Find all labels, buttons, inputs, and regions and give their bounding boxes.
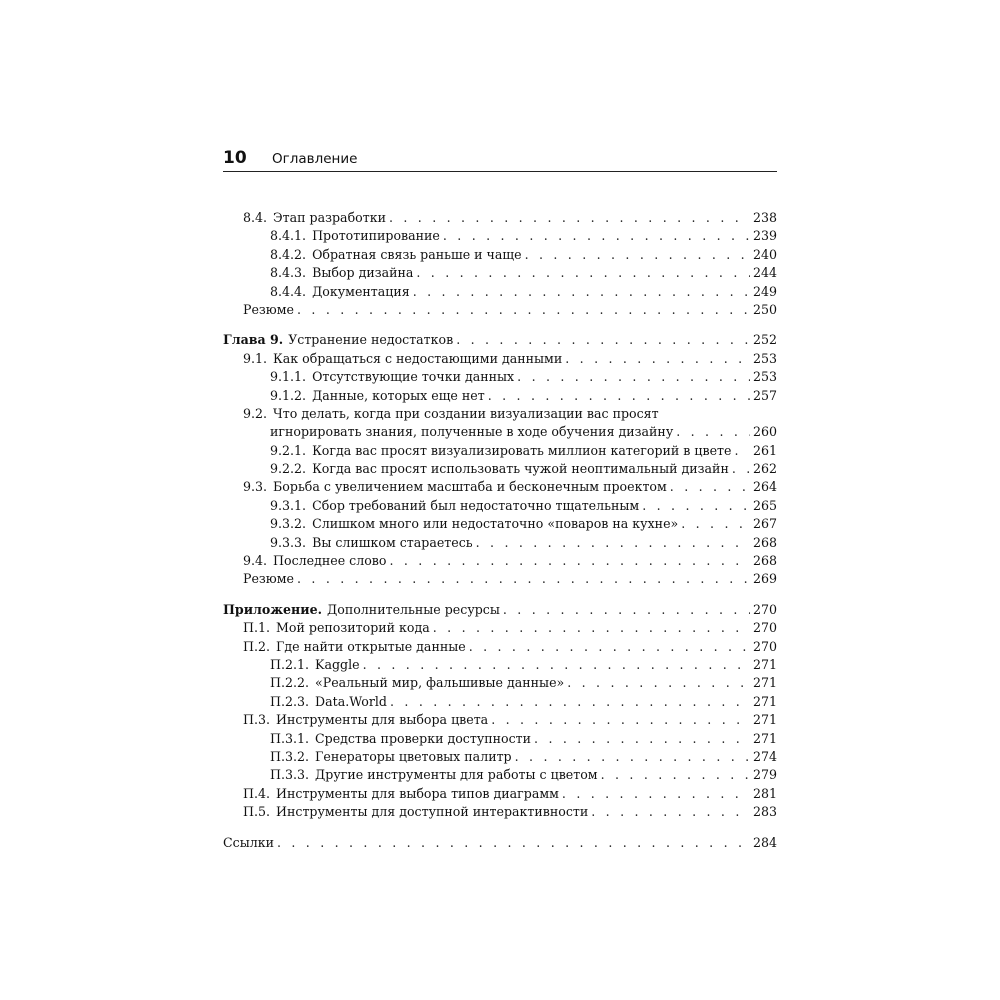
toc-entry-title: Обратная связь раньше и чаще (312, 246, 522, 262)
toc-entry-number: 9.1. (243, 350, 268, 366)
dot-leader (491, 711, 750, 729)
toc-entry-number: 9.2.1. (270, 442, 307, 458)
toc-entry-title: Устранение недостатков (288, 332, 454, 348)
toc-entry[interactable] (223, 834, 777, 852)
toc-entry-number: 9.2. (243, 405, 268, 421)
toc-entry[interactable] (223, 552, 777, 570)
dot-leader (390, 693, 750, 711)
toc-entry[interactable] (223, 442, 777, 460)
toc-entry-page: 271 (752, 656, 777, 672)
toc-entry-title: Другие инструменты для работы с цветом (315, 767, 598, 783)
toc-entry-page: 270 (752, 638, 777, 654)
toc-entry-page: 239 (752, 228, 777, 244)
toc-entry[interactable] (223, 711, 777, 729)
toc-entry[interactable] (223, 460, 777, 478)
toc-entry-number: П.4. (243, 785, 271, 801)
dot-leader (562, 785, 750, 803)
toc-entry-title: Выбор дизайна (312, 265, 414, 281)
toc-entry-title: Слишком много или недостаточно «поваров на кухне» (312, 516, 679, 532)
toc-entry[interactable] (223, 803, 777, 821)
toc-entry[interactable] (223, 209, 777, 227)
toc-entry-page: 265 (752, 497, 777, 513)
toc-entry-page: 284 (752, 834, 777, 850)
toc-entry-title: Инструменты для доступной интерактивности (276, 804, 589, 820)
toc-entry-title: Мой репозиторий кода (276, 620, 430, 636)
toc-entry[interactable] (223, 405, 777, 423)
toc-entry-page: 264 (752, 479, 777, 495)
toc-entry-title: Резюме (243, 301, 295, 317)
toc-entry[interactable] (223, 246, 777, 264)
dot-leader (565, 350, 750, 368)
table-of-contents (223, 209, 777, 852)
toc-entry-title: Документация (312, 283, 410, 299)
toc-entry-title: «Реальный мир, фальшивые данные» (315, 675, 565, 691)
dot-leader (456, 331, 750, 349)
toc-entry[interactable] (223, 601, 777, 619)
toc-entry[interactable] (223, 570, 777, 588)
toc-entry[interactable] (223, 350, 777, 368)
toc-entry[interactable] (223, 227, 777, 245)
toc-entry-title: Дополнительные ресурсы (327, 601, 500, 617)
toc-entry-title: Последнее слово (273, 553, 387, 569)
toc-entry-number: П.2. (243, 638, 271, 654)
toc-entry-title: Data.World (315, 693, 387, 709)
toc-entry-number: П.5. (243, 804, 271, 820)
toc-entry-number: 9.3. (243, 479, 268, 495)
toc-entry-page: 270 (752, 601, 777, 617)
dot-leader (363, 656, 750, 674)
section-gap (223, 589, 777, 601)
toc-entry-continuation[interactable] (223, 423, 777, 441)
toc-entry-title: Когда вас просят визуализировать миллион категорий в цвете (312, 442, 732, 458)
dot-leader (297, 570, 750, 588)
dot-leader (476, 534, 750, 552)
dot-leader (670, 478, 750, 496)
toc-entry[interactable] (223, 766, 777, 784)
dot-leader (433, 619, 750, 637)
toc-entry-title: Генераторы цветовых палитр (315, 748, 512, 764)
toc-entry-number: П.2.2. (270, 675, 310, 691)
toc-entry-page: 268 (752, 534, 777, 550)
toc-entry-title: Где найти открытые данные (276, 638, 466, 654)
toc-entry-number: П.2.1. (270, 656, 310, 672)
toc-entry[interactable] (223, 534, 777, 552)
toc-entry[interactable] (223, 693, 777, 711)
toc-entry-number: 8.4.1. (270, 228, 307, 244)
dot-leader (297, 301, 750, 319)
toc-entry-title: Борьба с увеличением масштаба и бесконечным проектом (273, 479, 667, 495)
dot-leader (416, 264, 750, 282)
toc-entry-page: 260 (752, 424, 777, 440)
toc-entry-number: 8.4.4. (270, 283, 307, 299)
toc-entry-number: 9.1.2. (270, 387, 307, 403)
toc-entry[interactable] (223, 638, 777, 656)
toc-entry-page: 262 (752, 461, 777, 477)
toc-entry-number: 9.4. (243, 553, 268, 569)
toc-entry-number: Глава 9. (223, 332, 284, 348)
toc-entry-page: 271 (752, 730, 777, 746)
toc-entry-page: 250 (752, 301, 777, 317)
dot-leader (601, 766, 750, 784)
toc-entry-page: 271 (752, 712, 777, 728)
toc-entry-title: Отсутствующие точки данных (312, 369, 515, 385)
toc-entry-number: 8.4.3. (270, 265, 307, 281)
toc-entry[interactable] (223, 656, 777, 674)
toc-entry[interactable] (223, 331, 777, 349)
toc-entry-title: Ссылки (223, 834, 274, 850)
toc-entry[interactable] (223, 387, 777, 405)
toc-entry-page: 240 (752, 246, 777, 262)
section-gap (223, 319, 777, 331)
toc-entry-title: Инструменты для выбора типов диаграмм (276, 785, 559, 801)
toc-entry-page: 274 (752, 748, 777, 764)
toc-entry-number: П.3.1. (270, 730, 310, 746)
toc-entry-page: 253 (752, 350, 777, 366)
dot-leader (676, 423, 750, 441)
dot-leader (515, 748, 750, 766)
toc-entry-page: 281 (752, 785, 777, 801)
toc-entry-page: 238 (752, 210, 777, 225)
toc-entry[interactable] (223, 674, 777, 692)
toc-entry[interactable] (223, 264, 777, 282)
toc-entry-title: Kaggle (315, 656, 360, 672)
dot-leader (389, 209, 750, 227)
toc-entry-page: 252 (752, 332, 777, 348)
dot-leader (469, 638, 750, 656)
dot-leader (732, 460, 750, 478)
toc-entry-number: 9.3.2. (270, 516, 307, 532)
dot-leader (503, 601, 750, 619)
toc-entry-title: Что делать, когда при создании визуализации вас просят (273, 405, 659, 421)
toc-entry-number: П.3.2. (270, 748, 310, 764)
running-title: Оглавление (272, 151, 358, 167)
toc-entry-title: Сбор требований был недостаточно тщательным (312, 497, 640, 513)
toc-entry-page: 271 (752, 693, 777, 709)
toc-entry-page: 279 (752, 767, 777, 783)
dot-leader (389, 552, 749, 570)
page-number: 10 (223, 148, 247, 168)
toc-entry-page: 261 (752, 442, 777, 458)
toc-entry-number: П.3.3. (270, 767, 310, 783)
dot-leader (488, 387, 750, 405)
toc-entry-title: Резюме (243, 571, 295, 587)
dot-leader (534, 730, 750, 748)
dot-leader (734, 442, 749, 460)
toc-entry-number: П.1. (243, 620, 271, 636)
toc-entry-title: Инструменты для выбора цвета (276, 712, 489, 728)
toc-entry-title: Вы слишком стараетесь (312, 534, 473, 550)
dot-leader (517, 368, 750, 386)
toc-entry-title: Данные, которых еще нет (312, 387, 485, 403)
toc-entry[interactable] (223, 478, 777, 496)
toc-entry-number: П.3. (243, 712, 271, 728)
toc-entry-page: 257 (752, 387, 777, 403)
toc-entry[interactable] (223, 515, 777, 533)
toc-entry-page: 249 (752, 283, 777, 299)
toc-entry[interactable] (223, 748, 777, 766)
toc-entry-page: 253 (752, 369, 777, 385)
toc-entry-number: 9.3.3. (270, 534, 307, 550)
toc-entry-page: 269 (752, 571, 777, 587)
dot-leader (525, 246, 750, 264)
toc-entry[interactable] (223, 283, 777, 301)
toc-entry-number: 8.4.2. (270, 246, 307, 262)
toc-entry-number: 9.2.2. (270, 461, 307, 477)
toc-entry[interactable] (223, 497, 777, 515)
toc-entry-page: 271 (752, 675, 777, 691)
toc-entry-page: 244 (752, 265, 777, 281)
toc-entry-page: 268 (752, 553, 777, 569)
toc-entry[interactable] (223, 730, 777, 748)
dot-leader (413, 283, 750, 301)
toc-entry-number: 9.1.1. (270, 369, 307, 385)
dot-leader (567, 674, 750, 692)
toc-entry[interactable] (223, 368, 777, 386)
dot-leader (443, 227, 750, 245)
dot-leader (591, 803, 750, 821)
toc-entry-page: 270 (752, 620, 777, 636)
toc-entry-page: 283 (752, 804, 777, 820)
toc-entry-number: П.2.3. (270, 693, 310, 709)
toc-entry-number: 8.4. (243, 210, 268, 225)
toc-entry[interactable] (223, 619, 777, 637)
dot-leader (277, 834, 750, 852)
toc-entry-title: Прототипирование (312, 228, 440, 244)
toc-entry-number: Приложение. (223, 601, 323, 617)
toc-entry-page: 267 (752, 516, 777, 532)
dot-leader (642, 497, 750, 515)
toc-entry[interactable] (223, 301, 777, 319)
toc-entry[interactable] (223, 785, 777, 803)
page-header (223, 147, 777, 172)
toc-entry-title: Этап разработки (273, 210, 386, 225)
section-gap (223, 822, 777, 834)
dot-leader (681, 515, 750, 533)
toc-entry-title: Когда вас просят использовать чужой неоптимальный дизайн (312, 461, 729, 477)
toc-entry-title-continued: игнорировать знания, полученные в ходе обучения дизайну (270, 424, 674, 440)
toc-entry-number: 9.3.1. (270, 497, 307, 513)
toc-entry-title: Средства проверки доступности (315, 730, 532, 746)
toc-entry-title: Как обращаться с недостающими данными (273, 350, 563, 366)
